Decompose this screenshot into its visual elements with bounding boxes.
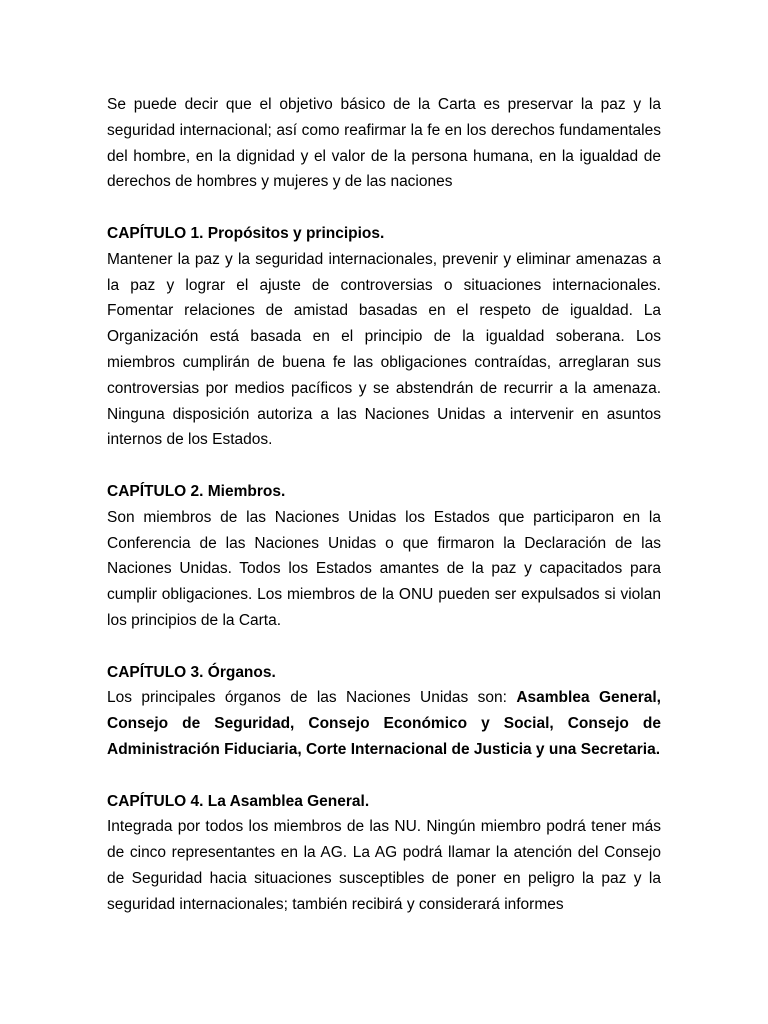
spacer — [107, 763, 661, 789]
chapter-3-heading: CAPÍTULO 3. Órganos. — [107, 663, 276, 681]
chapter-2-body: Son miembros de las Naciones Unidas los Estados que participaron en la Conferencia de las Naciones Unidas o que firmaron la Declaración de las Naciones Unidas. Todos los Estados amantes de la paz y capacitados para cumplir obligaciones. Los miembros de la ONU pueden ser expulsados si violan los principios de la Carta. — [107, 508, 661, 629]
intro-paragraph: Se puede decir que el objetivo básico de la Carta es preservar la paz y la seguridad internacional; así como reafirmar la fe en los derechos fundamentales del hombre, en la dignidad y el valor de la persona humana, en la igualdad de derechos de hombres y mujeres y de las naciones — [107, 96, 661, 191]
chapter-4-heading: CAPÍTULO 4. La Asamblea General. — [107, 792, 370, 810]
chapter-3-body — [107, 685, 661, 762]
chapter-1-heading: CAPÍTULO 1. Propósitos y principios. — [107, 224, 385, 242]
chapter-1-body: Mantener la paz y la seguridad internacionales, prevenir y eliminar amenazas a la paz y lograr el ajuste de controversias o situaciones internacionales. Fomentar relaciones de amistad basadas en el respeto de igualdad. La Organización está basada en el principio de la igualdad soberana. Los miembros cumplirán de buena fe las obligaciones contraídas, arreglaran sus controversias por medios pacíficos y se abstendrán de recurrir a la amenaza. Ninguna disposición autoriza a las Naciones Unidas a intervenir en asuntos internos de los Estados. — [107, 250, 661, 449]
spacer — [107, 453, 661, 479]
chapter-3-organs-list: Asamblea General, Consejo de Seguridad, Consejo Económico y Social, Consejo de Administración Fiduciaria, Corte Internacional de Justicia y una Secretaria. — [107, 689, 661, 758]
document-page — [107, 92, 661, 918]
spacer — [107, 634, 661, 660]
chapter-3-body-lead: Los principales órganos de las Naciones Unidas son: — [107, 689, 517, 707]
chapter-2-heading: CAPÍTULO 2. Miembros. — [107, 482, 286, 500]
chapter-4-body: Integrada por todos los miembros de las NU. Ningún miembro podrá tener más de cinco representantes en la AG. La AG podrá llamar la atención del Consejo de Seguridad hacia situaciones susceptibles de poner en peligro la paz y la seguridad internacionales; también recibirá y considerará informes — [107, 818, 661, 913]
spacer — [107, 195, 661, 221]
